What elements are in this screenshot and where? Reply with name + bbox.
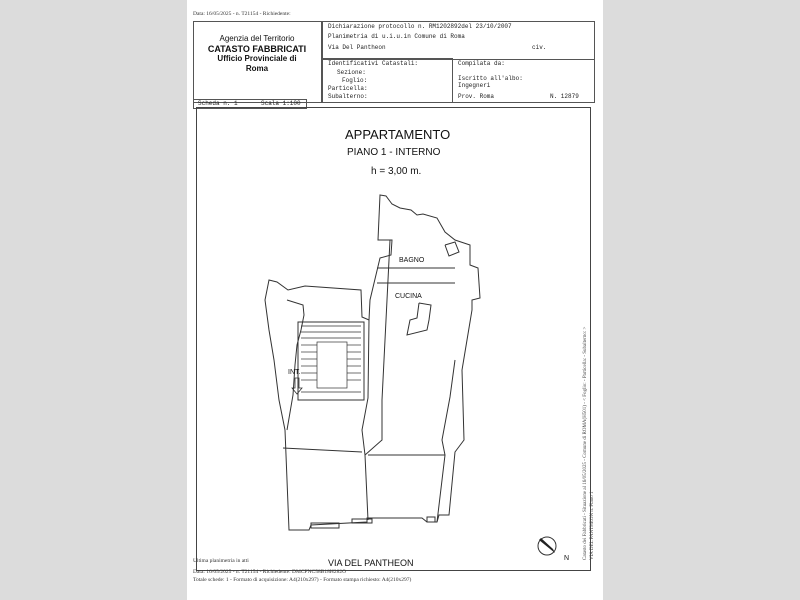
label-int: INT. xyxy=(288,369,301,376)
albo-value: Ingegneri xyxy=(458,82,491,89)
stair-steps xyxy=(301,326,361,392)
plan-wall-h1 xyxy=(283,448,362,452)
subalterno-label: Subalterno: xyxy=(328,93,368,100)
scala-label: Scala 1:100 xyxy=(261,100,301,107)
plan-wall-right xyxy=(437,360,455,522)
numero-value: N. 12879 xyxy=(550,93,579,100)
side-text-2: VIA DEL PANTHEON n. Piano 1 xyxy=(590,491,595,560)
scheda-label: Scheda n. 1 xyxy=(198,100,238,107)
floor-plan xyxy=(187,0,603,600)
agency-line1: Agenzia del Territorio xyxy=(219,34,295,43)
footer-line1: Data: 16/05/2025 - n. T21154 - Richiedente: DMCFNC58B18H282O xyxy=(193,569,347,575)
room-bagno: BAGNO xyxy=(399,257,425,264)
civ-text: civ. xyxy=(532,44,547,51)
address-text: Via Del Pantheon xyxy=(328,44,386,51)
window-3 xyxy=(427,517,435,522)
room-cucina: CUCINA xyxy=(395,293,422,300)
document-sheet xyxy=(187,0,603,600)
footer-line2: Totale schede: 1 - Formato di acquisizione: A4(210x297) - Formato stampa richiesto: A4(210x297) xyxy=(193,577,412,583)
plan-altezza: h = 3,00 m. xyxy=(371,166,422,177)
north-label: N xyxy=(564,555,570,562)
iscritto-label: Iscritto all'albo: xyxy=(458,75,523,82)
bath-fixture xyxy=(445,242,459,256)
dichiarazione-text: Dichiarazione protocollo n. RM1202892del 23/10/2007 xyxy=(328,23,512,30)
plan-title: APPARTAMENTO xyxy=(345,127,451,142)
side-text-1: Catasto dei Fabbricati - Situazione al 16/05/2025 - Comune di ROMA(H501) - < Foglio: - Particella: - Subalterno: > xyxy=(583,326,588,560)
street-name: VIA DEL PANTHEON xyxy=(328,558,414,568)
plan-outline xyxy=(265,195,480,530)
north-arrow-icon xyxy=(538,537,556,555)
ultima-planimetria: Ultima planimetria in atti xyxy=(193,558,249,564)
agency-line3: Ufficio Provinciale di xyxy=(217,54,297,63)
agency-line4: Roma xyxy=(245,64,269,73)
kitchen-counter xyxy=(407,303,431,335)
prov-value: Prov. Roma xyxy=(458,93,495,100)
plan-wall-left xyxy=(287,300,304,430)
agency-line2: CATASTO FABBRICATI xyxy=(207,44,307,54)
plan-piano: PIANO 1 - INTERNO xyxy=(347,147,441,158)
particella-label: Particella: xyxy=(328,85,368,92)
planimetria-text: Planimetria di u.i.u.in Comune di Roma xyxy=(328,33,465,40)
foglio-label: Foglio: xyxy=(342,77,368,84)
plan-wall-vertical xyxy=(362,320,369,520)
top-line: Data: 16/05/2025 - n. T21154 - Richiedente: xyxy=(193,11,291,17)
sezione-label: Sezione: xyxy=(337,69,366,76)
compilata-title: Compilata da: xyxy=(458,60,505,67)
identificativi-title: Identificativi Catastali: xyxy=(328,60,419,67)
